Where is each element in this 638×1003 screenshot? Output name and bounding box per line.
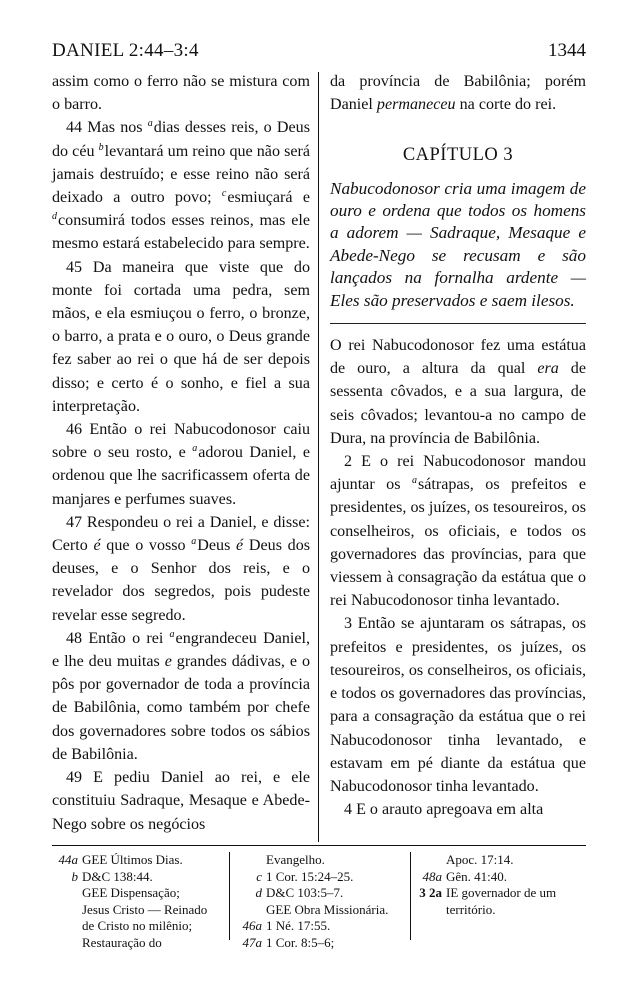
footnote-entry: [416, 852, 586, 869]
footnote-text[interactable]: 1 Cor. 15:24–25.: [266, 868, 354, 884]
footnote-key: 48a: [422, 868, 442, 884]
verse-paragraph: [52, 627, 310, 766]
footnote-text[interactable]: território.: [446, 901, 496, 917]
verse-text: dias desses reis, o Deus do céu: [52, 119, 310, 160]
verse-text: sátrapas, os prefeitos e presidentes, os juízes, os tesoureiros, os conselheiros, os oficiais, e todos os governadores das províncias, para que viessem à consagração da estátua que o rei Nabucodonosor tinha levantado.: [330, 476, 586, 610]
verse-text: que o vosso: [100, 537, 192, 555]
footnote-text[interactable]: GEE Dispensação;: [82, 885, 180, 901]
footnote-entry: [52, 885, 222, 902]
footnotes-column-3: [416, 852, 586, 918]
verse-paragraph: [52, 511, 310, 627]
verse-text: engrandeceu Daniel, e lhe deu muitas: [52, 629, 310, 671]
verse-text: Deus dos deuses, e o Senhor dos reis, e o revelador dos segredos, pois pudeste revelar esse segredo.: [52, 537, 310, 624]
footnote-key: [416, 902, 446, 919]
footnote-entry: [416, 902, 586, 919]
footnote-text[interactable]: Gên. 41:40.: [446, 868, 508, 884]
right-column-verses: [330, 334, 586, 821]
footnote-text[interactable]: GEE Obra Missionária.: [266, 901, 389, 917]
verse-text: na corte do rei.: [455, 96, 557, 114]
verse-text: O rei Nabucodonosor fez uma estátua de ouro, a altura da qual: [330, 337, 586, 378]
verse-text: 45 Da maneira que viste que do monte foi cortada uma pedra, sem mãos, e ela esmiuçou o ferro, o bronze, o barro, a prata e o ouro, o Deus grande fez saber ao rei o que há de ser depois disso; e certo é o sonho, e fiel a sua interpretação.: [52, 258, 310, 415]
footnote-key: c: [256, 868, 262, 884]
footnote-text[interactable]: IE governador de um: [446, 885, 557, 901]
footnote-marker[interactable]: a: [169, 628, 175, 640]
footnote-entry: [416, 885, 586, 902]
footnote-key: 44a: [58, 852, 78, 867]
footnote-marker[interactable]: a: [191, 536, 197, 548]
verse-paragraph: [330, 612, 586, 798]
footnote-entry: [52, 869, 222, 886]
verse-text: 46 Então o rei Nabucodonosor caiu sobre o seu rosto, e: [52, 421, 310, 462]
italic-word: é: [93, 537, 101, 555]
footnote-key: 46a: [242, 918, 262, 934]
footnote-entry: [52, 902, 222, 919]
verse-paragraph: [52, 116, 310, 255]
footnote-key: [52, 902, 82, 919]
footnote-entry: [52, 935, 222, 952]
footnote-key: b: [71, 868, 78, 884]
footnote-entry: [236, 852, 404, 869]
verse-text: da província de Babilônia; porém Daniel: [330, 73, 586, 114]
verse-paragraph: [330, 70, 586, 116]
verse-text: 4 E o arauto apregoava em alta: [344, 801, 544, 819]
verse-paragraph: [330, 334, 586, 450]
footnote-key: [52, 935, 82, 952]
footnote-key: d: [255, 885, 262, 901]
footnote-column-rule: [229, 852, 230, 940]
verse-text: 48 Então o rei: [66, 629, 170, 647]
verse-text: 49 E pediu Daniel ao rei, e ele constituiu Sadraque, Mesaque e Abede-Nego sobre os negócios: [52, 769, 310, 833]
footnote-entry: [236, 935, 404, 952]
footnote-key: 47a: [242, 934, 262, 950]
verse-text: levantará um reino que não será jamais destruído; e esse reino não será deixado a outro povo;: [52, 142, 310, 207]
footnotes-column-2: [236, 852, 404, 952]
footnote-key: [416, 852, 446, 869]
footnote-text[interactable]: Jesus Cristo — Reinado: [82, 901, 208, 917]
italic-word: permaneceu: [376, 96, 456, 114]
footnote-entry: [52, 918, 222, 935]
footnotes-column-1: [52, 852, 222, 952]
verse-paragraph: [52, 766, 310, 836]
footnote-key: 3 2a: [419, 885, 442, 901]
footnote-key: [52, 918, 82, 935]
italic-word: e: [164, 653, 172, 671]
right-column-top-verses: [330, 70, 586, 116]
footnote-column-rule: [410, 852, 411, 940]
footnote-text[interactable]: 1 Né. 17:55.: [266, 918, 331, 934]
verse-text: consumirá todos esses reinos, mas ele mesmo estará estabelecido para sempre.: [52, 212, 310, 253]
italic-word: era: [537, 360, 559, 378]
footnote-text[interactable]: 1 Cor. 8:5–6;: [266, 934, 335, 950]
footnote-entry: [52, 852, 222, 869]
header-page-number: 1344: [548, 40, 586, 61]
verse-text: 2 E o rei Nabucodonosor mandou ajuntar os: [330, 453, 586, 494]
footnote-entry: [416, 869, 586, 886]
footnote-key: [236, 852, 266, 869]
verse-text: grandes dádivas, e o pôs por governador de toda a província de Babilônia, como também por chefe dos governadores sobre todos os sábios de Babilônia.: [52, 653, 310, 763]
verse-text: assim como o ferro não se mistura com o barro.: [52, 73, 310, 114]
chapter-title: CAPÍTULO 3: [402, 145, 514, 166]
footnote-entry: [236, 918, 404, 935]
footnote-marker[interactable]: a: [192, 443, 198, 455]
footnote-text[interactable]: D&C 103:5–7.: [266, 885, 344, 901]
running-header: [52, 40, 586, 68]
footnote-text[interactable]: GEE Últimos Dias.: [82, 852, 183, 867]
verse-paragraph: [52, 418, 310, 511]
footnote-key: [236, 902, 266, 919]
header-chapter-range: DANIEL 2:44–3:4: [52, 40, 199, 61]
right-text-column: [330, 70, 586, 821]
footnote-marker[interactable]: d: [52, 211, 57, 223]
summary-divider: [330, 323, 586, 324]
footnote-text[interactable]: Restauração do: [82, 934, 162, 950]
footnote-text[interactable]: Evangelho.: [266, 852, 325, 867]
verse-text: 3 Então se ajuntaram os sátrapas, os prefeitos e presidentes, os juízes, os tesoureiros, os conselheiros, os oficiais, e todos os governadores das províncias, para a consagração da estátua que o rei Nabucodonosor tinha levantado, e estavam em pé diante da estátua que Nabucodonosor tinha levantado.: [330, 615, 586, 795]
footnote-marker[interactable]: c: [221, 188, 227, 200]
italic-word: é: [236, 537, 244, 555]
footnote-text[interactable]: Apoc. 17:14.: [446, 852, 514, 867]
footnote-text[interactable]: de Cristo no milênio;: [82, 918, 193, 934]
footnote-marker[interactable]: a: [411, 475, 417, 487]
left-text-column: [52, 70, 310, 836]
column-divider: [318, 72, 319, 842]
footnote-divider: [52, 845, 586, 846]
verse-text: adorou Daniel, e ordenou que lhe sacrificassem oferta de manjares e perfumes suaves.: [52, 444, 310, 508]
verse-text: 44 Mas nos: [66, 119, 148, 137]
verse-text: 47 Respondeu o rei a Daniel, e disse: Certo: [52, 513, 310, 555]
footnote-entry: [236, 869, 404, 886]
footnote-key: [52, 885, 82, 902]
verse-paragraph: [330, 450, 586, 612]
verse-text: esmiuçará e: [227, 189, 310, 207]
verse-text: de sessenta côvados, e a sua largura, de seis côvados; levantou-a no campo de Dura, na província de Babilônia.: [330, 360, 586, 447]
verse-paragraph: [330, 798, 586, 821]
verse-paragraph: [52, 256, 310, 418]
verse-text: Deus: [197, 537, 237, 555]
footnote-marker[interactable]: a: [147, 118, 153, 130]
footnote-entry: [236, 902, 404, 919]
chapter-summary: Nabucodonosor cria uma imagem de ouro e ordena que todos os homens a adorem — Sadraque, Mesaque e Abede-Nego se recusam e são lançados na fornalha ardente — Eles são preservados e saem ilesos.: [330, 178, 586, 310]
footnote-entry: [236, 885, 404, 902]
verse-paragraph: [52, 70, 310, 116]
footnote-marker[interactable]: b: [98, 141, 104, 153]
footnote-text[interactable]: D&C 138:44.: [82, 868, 153, 884]
